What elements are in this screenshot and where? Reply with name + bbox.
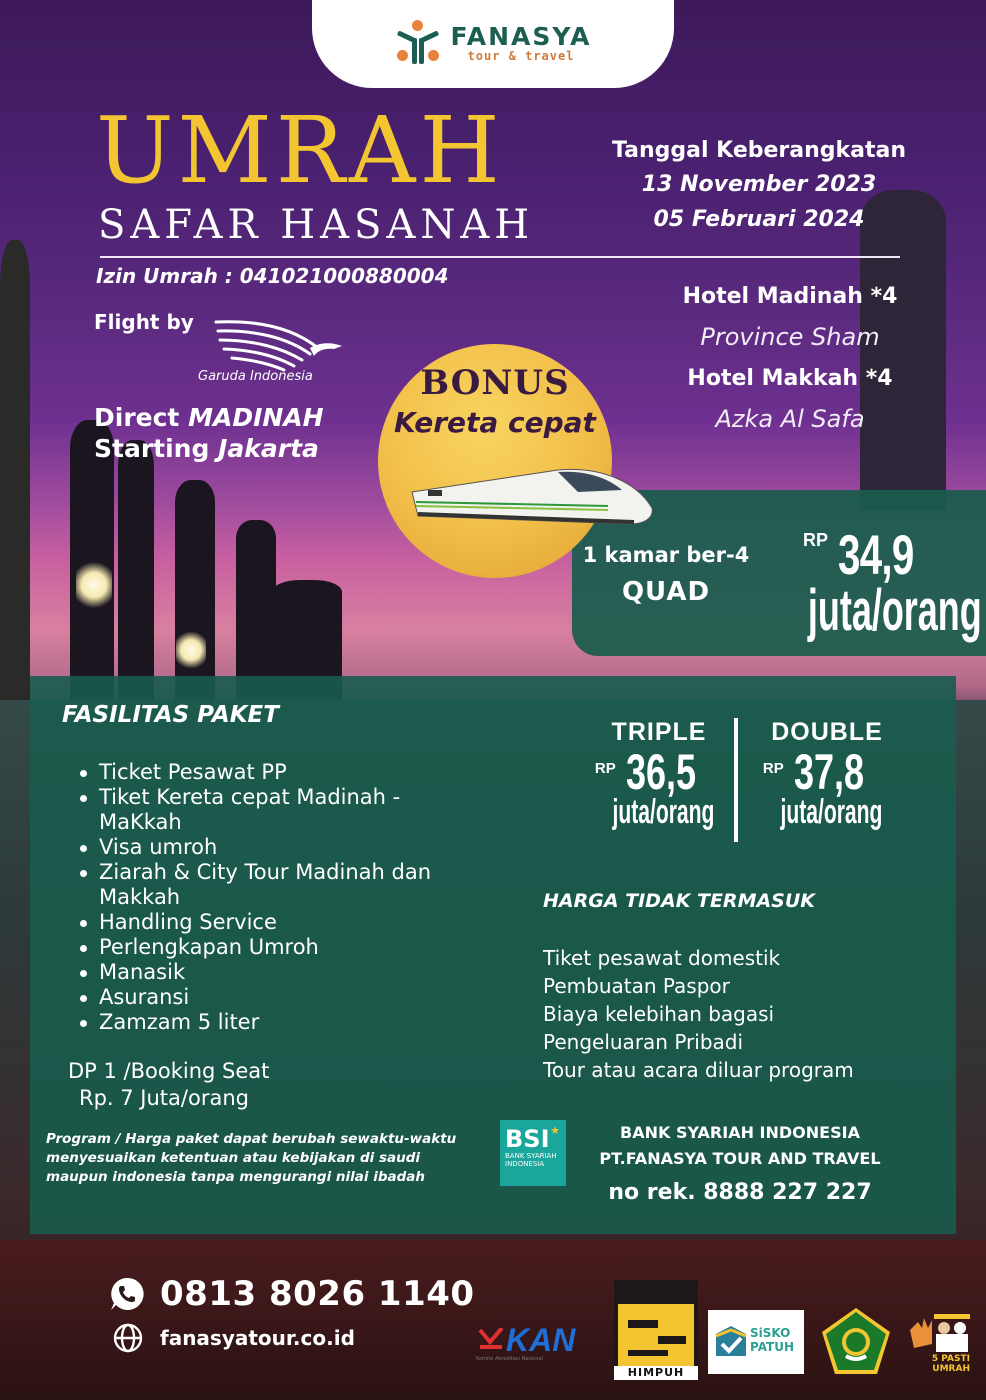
down-payment-info [68,1058,269,1112]
currency-label: RP [762,760,784,777]
facilities-title: FASILITAS PAKET [62,702,279,728]
double-amount: 37,8 [793,744,864,800]
account-number: no rek. 8888 227 227 [608,1180,872,1205]
currency-label: RP [802,530,828,550]
accreditation-badges [474,1280,974,1390]
list-item: Manasik [78,960,458,985]
minaret-silhouette [0,240,30,700]
lamp-light [76,560,112,610]
departure-info [606,134,912,237]
list-item: Ziarah & City Tour Madinah dan Makkah [78,860,458,910]
website-url: fanasyatour.co.id [160,1326,355,1350]
quad-price [768,522,982,643]
disclaimer-text: Program / Harga paket dapat berubah sewaktu-waktu menyesuaikan ketentuan atau kebijakan di saudi maupun indonesia tanpa mengurangi nilai ibadah [46,1131,457,1185]
hotel-info [660,276,920,440]
pasti-line1: 5 PASTI [931,1354,970,1364]
quad-description [576,540,756,614]
sisko-line2: PATUH [750,1340,795,1354]
departure-label: Tanggal Keberangkatan [611,138,907,163]
sisko-patuh-logo-icon [708,1310,804,1374]
bank-name: BANK SYARIAH INDONESIA [620,1123,860,1142]
exclusions-list [543,944,854,1084]
account-holder: PT.FANASYA TOUR AND TRAVEL [599,1149,881,1168]
start-city: Jakarta [218,434,319,463]
title-divider [100,256,900,258]
list-item: Tiket Kereta cepat Madinah - MaKkah [78,785,458,835]
airline-name: Garuda Indonesia [198,369,313,384]
list-item: Pembuatan Paspor [543,974,730,998]
star-icon: ★ [550,1124,560,1137]
bsi-logo-text: BSI [505,1125,550,1153]
brand-name: FANASYA [450,21,592,51]
price-divider [734,718,738,842]
himpuh-logo-text: HIMPUH [614,1366,698,1380]
hotel-makkah-name: Azka Al Safa [715,405,865,433]
bonus-subtitle: Kereta cepat [394,406,596,439]
list-item: Biaya kelebihan bagasi [543,1002,775,1026]
triple-price [584,718,734,831]
quad-label: QUAD [621,577,711,607]
price-unit: juta/orang [612,793,715,831]
contact-phone[interactable] [108,1274,475,1314]
start-prefix: Starting [94,434,210,463]
list-item: Perlengkapan Umroh [78,935,458,960]
brand-tagline: tour & travel [467,48,575,63]
triple-amount: 36,5 [625,744,696,800]
list-item: Tiket pesawat domestik [543,946,781,970]
double-price [752,718,902,831]
license-number: Izin Umrah : 041021000880004 [96,264,449,288]
pasti-line2: UMRAH [932,1364,970,1374]
kemenag-logo-icon [820,1306,892,1376]
list-item: Visa umroh [78,835,458,860]
flight-label: Flight by [94,310,194,334]
departure-date: 13 November 2023 [641,172,877,197]
direct-city: MADINAH [188,403,324,432]
down-payment-amount: Rp. 7 Juta/orang [79,1086,249,1110]
bonus-title: BONUS [420,363,570,403]
page-title: UMRAH [96,97,504,204]
kan-logo-text: KAN [506,1322,576,1358]
list-item: Handling Service [78,910,458,935]
quad-room-desc: 1 kamar ber-4 [582,543,750,567]
bsi-logo-caption: BANK SYARIAH INDONESIA [505,1152,557,1168]
price-unit: juta/orang [807,578,982,643]
whatsapp-icon [108,1275,146,1313]
lamp-light [176,630,206,670]
currency-label: RP [594,760,616,777]
route-info [94,402,324,464]
sisko-line1: SiSKO [750,1326,791,1340]
list-item: Asuransi [78,985,458,1010]
list-item: Pengeluaran Pribadi [543,1030,744,1054]
list-item: Tour atau acara diluar program [543,1058,854,1082]
list-item: Zamzam 5 liter [78,1010,458,1035]
page-subtitle: SAFAR HASANAH [98,202,535,248]
5-pasti-umrah-logo-icon [906,1314,972,1374]
facilities-list [78,760,458,1035]
double-label: DOUBLE [771,718,883,746]
exclusions-title: HARGA TIDAK TERMASUK [543,890,816,912]
minaret-silhouette [118,440,154,700]
brand-logo [312,0,674,88]
list-item: Ticket Pesawat PP [78,760,458,785]
triple-label: TRIPLE [611,718,707,746]
hotel-madinah-label: Hotel Madinah *4 [682,284,898,309]
bank-info [592,1120,888,1214]
fanasya-logo-icon [395,20,441,66]
high-speed-train-icon [408,462,656,534]
himpuh-logo-icon [614,1280,698,1380]
kan-logo-icon [476,1322,588,1362]
down-payment-label: DP 1 /Booking Seat [68,1059,270,1083]
phone-number: 0813 8026 1140 [160,1274,475,1314]
contact-website[interactable] [112,1322,355,1354]
kan-caption: Komite Akreditasi Nasional [476,1356,543,1362]
hotel-makkah-label: Hotel Makkah *4 [687,366,893,391]
price-unit: juta/orang [780,793,883,831]
direct-prefix: Direct [94,403,180,432]
departure-date: 05 Februari 2024 [653,207,865,233]
hotel-madinah-name: Province Sham [700,323,880,351]
globe-icon [112,1322,144,1354]
bsi-logo-icon [500,1120,566,1186]
quad-amount: 34,9 [838,523,914,586]
minaret-silhouette [236,520,276,700]
